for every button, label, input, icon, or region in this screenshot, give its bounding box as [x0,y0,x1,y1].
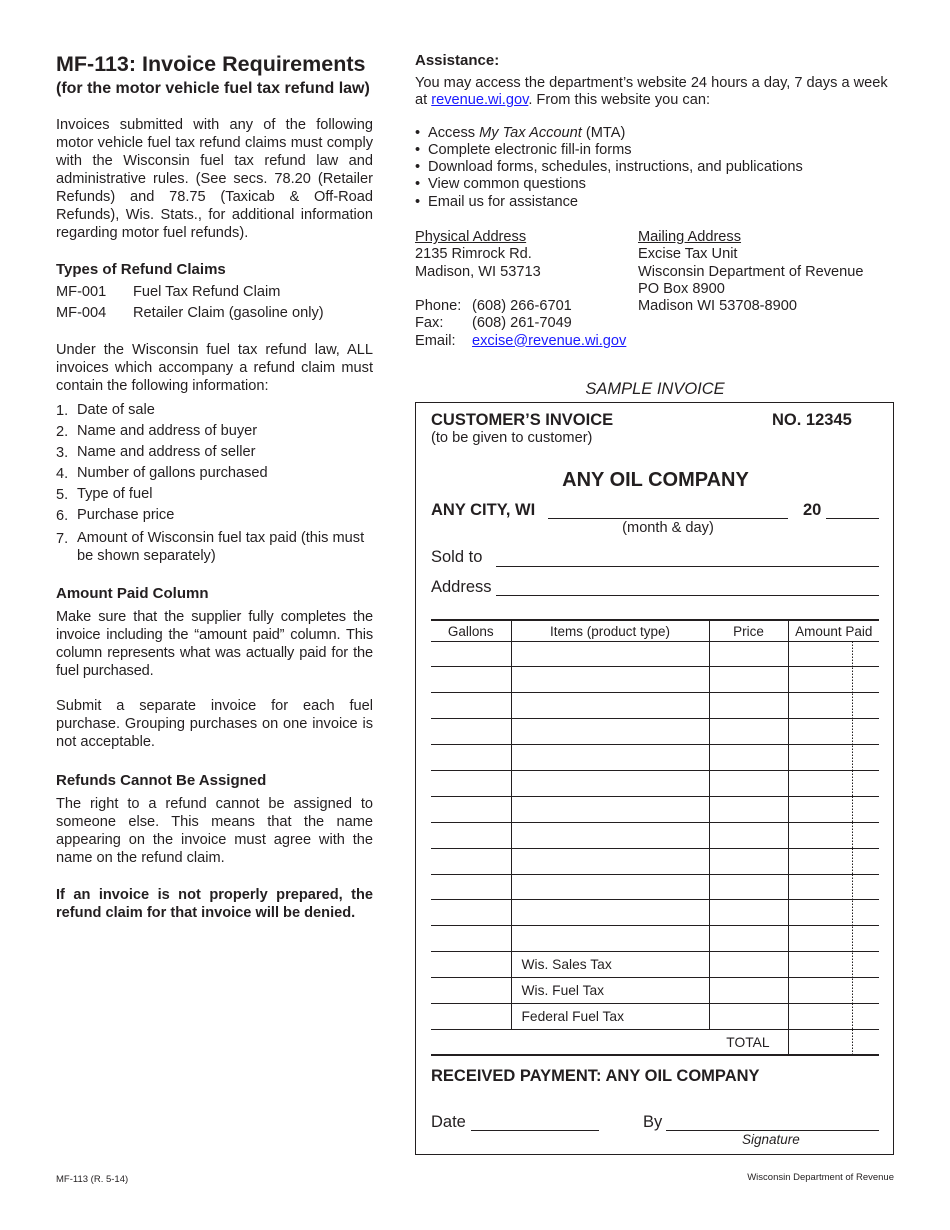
bullet-text: Complete electronic fill-in forms [428,141,632,158]
month-day-caption: (month & day) [622,520,714,536]
item-text: Type of fuel [77,486,153,502]
invoice-subheading: (to be given to customer) [431,430,593,446]
website-features-list [415,125,895,211]
city-label: ANY CITY, WI [431,501,536,519]
invoice-number: NO. 12345 [772,411,852,429]
claim-code: MF-001 [56,284,107,300]
table-row [431,900,879,926]
column-header: Items (product type) [511,620,709,641]
item-number: 3. [56,445,69,461]
table-row [431,719,879,745]
item-number: 1. [56,403,69,419]
bullet-icon: • [415,141,421,158]
fax-row [415,315,635,332]
list-item [56,443,373,464]
assistance-text: You may access the department’s website 24 hours a day, 7 days a week at [415,75,888,109]
assistance-heading: Assistance: [415,52,500,69]
received-payment-label: RECEIVED PAYMENT: ANY OIL COMPANY [431,1067,760,1085]
list-item [415,142,895,159]
list-item [56,485,373,506]
bullet-text: Email us for assistance [428,193,579,210]
invoice-items-table [431,619,879,1056]
table-row [431,822,879,848]
email-label: Email: [415,332,456,349]
claims-list [56,282,373,324]
total-label: TOTAL [431,1029,788,1055]
list-item [56,401,373,422]
address-block [415,229,895,349]
bullet-icon: • [415,124,421,141]
signature-line [666,1130,879,1131]
claim-row [56,303,373,324]
fax-value: (608) 261-7049 [472,315,572,332]
table-row [431,796,879,822]
address-line: 2135 Rimrock Rd. [415,246,532,263]
separate-invoice-paragraph: Submit a separate invoice for each fuel purchase. Grouping purchases on one invoice is not acceptable. [56,698,373,750]
page-title: MF-113: Invoice Requirements [56,52,366,76]
address-line: PO Box 8900 [638,280,725,297]
address-line: Madison, WI 53713 [415,263,541,280]
sold-to-line [496,566,879,567]
item-number: 6. [56,508,69,524]
address-line-blank [496,595,879,596]
date-label: Date [431,1113,466,1131]
list-item [415,194,895,211]
phone-label: Phone: [415,297,462,314]
assign-paragraph: The right to a refund cannot be assigned to someone else. This means that the name appearing on the invoice must agree with the name on the refund claim. [56,796,373,866]
address-label: Address [431,578,492,596]
address-line: Wisconsin Department of Revenue [638,263,864,280]
item-number: 4. [56,466,69,482]
claim-row [56,282,373,303]
table-row [431,745,879,771]
date-blank-line [548,518,788,519]
form-identifier: MF-113 (R. 5-14) [56,1174,129,1185]
sold-to-label: Sold to [431,548,483,566]
invoice-heading: CUSTOMER’S INVOICE [431,411,614,429]
agency-name: Wisconsin Department of Revenue [747,1172,894,1183]
table-row [431,926,879,952]
item-text: Amount of Wisconsin fuel tax paid (this must be shown separately) [77,530,365,564]
types-heading: Types of Refund Claims [56,261,226,278]
address-line: Excise Tax Unit [638,246,738,263]
table-row [431,693,879,719]
table-row [431,874,879,900]
list-item [56,422,373,443]
list-item [415,125,895,142]
item-number: 2. [56,424,69,440]
year-blank-line [826,518,879,519]
federal-tax-row [431,1003,879,1029]
table-header-row [431,620,879,641]
claim-desc: Retailer Claim (gasoline only) [133,305,324,321]
item-number: 7. [56,531,69,547]
website-link[interactable]: revenue.wi.gov [431,92,529,109]
fuel-tax-row [431,978,879,1004]
claim-desc: Fuel Tax Refund Claim [133,284,281,300]
email-link[interactable]: excise@revenue.wi.gov [472,332,627,349]
table-row [431,848,879,874]
list-item [56,529,373,565]
column-header: Gallons [431,620,511,641]
list-item [415,176,895,193]
bullet-emphasis: My Tax Account [479,124,582,141]
tax-label: Wis. Fuel Tax [511,978,709,1004]
company-name: ANY OIL COMPANY [562,469,749,491]
intro-paragraph: Invoices submitted with any of the following motor vehicle fuel tax refund claims must comply with the Wisconsin fuel tax refund law and administrative rules. (See secs. 78.20 (Retailer Refunds) and 78.75 (Taxicab & Off-Road Refunds), Wis. Stats., for additional information regarding motor fuel refunds). [56,117,373,241]
physical-address [415,229,635,350]
year-prefix: 20 [803,501,822,519]
sample-invoice-title: SAMPLE INVOICE [585,380,725,398]
left-column [56,50,373,922]
table-row [431,667,879,693]
claim-code: MF-004 [56,305,107,321]
item-text: Date of sale [77,402,155,418]
bullet-text: Download forms, schedules, instructions, and publications [428,159,803,176]
mailing-address-heading: Mailing Address [638,229,742,246]
sales-tax-row [431,952,879,978]
tax-label: Federal Fuel Tax [511,1003,709,1029]
physical-address-heading: Physical Address [415,229,527,246]
mailing-address [638,229,898,315]
item-text: Number of gallons purchased [77,465,268,481]
bullet-text: View common questions [428,176,586,193]
fax-label: Fax: [415,315,444,332]
bullet-icon: • [415,193,421,210]
amount-paragraph: Make sure that the supplier fully completes the invoice including the “amount paid” column. This column represents what was actually paid for the fuel purchased. [56,609,373,679]
item-text: Name and address of seller [77,444,256,460]
assistance-paragraph [415,75,895,110]
email-row [415,333,635,350]
signature-caption: Signature [742,1132,800,1147]
right-column [415,52,895,349]
address-line: Madison WI 53708-8900 [638,298,798,315]
phone-row [415,298,635,315]
tax-label: Wis. Sales Tax [511,952,709,978]
total-row [431,1029,879,1055]
amount-heading: Amount Paid Column [56,585,209,602]
sample-invoice [415,402,894,1155]
list-item [56,506,373,527]
assistance-text-end: . From this website you can: [528,92,710,109]
column-header: Amount Paid [788,620,879,641]
item-text: Name and address of buyer [77,423,258,439]
denial-warning: If an invoice is not properly prepared, the refund claim for that invoice will be denied. [56,887,373,921]
bullet-icon: • [415,159,421,176]
assign-heading: Refunds Cannot Be Assigned [56,772,267,789]
bullet-text: Access [428,124,480,141]
phone-value: (608) 266-6701 [472,297,572,314]
by-label: By [643,1113,663,1131]
table-row [431,641,879,667]
list-item [415,159,895,176]
required-info-list [56,401,373,565]
table-row [431,770,879,796]
bullet-text-end: (MTA) [581,124,626,141]
column-header: Price [709,620,788,641]
item-text: Purchase price [77,507,175,523]
bullet-icon: • [415,176,421,193]
law-paragraph: Under the Wisconsin fuel tax refund law, ALL invoices which accompany a refund claim must contain the following information: [56,342,373,394]
item-number: 5. [56,487,69,503]
page-subtitle: (for the motor vehicle fuel tax refund law) [56,80,370,97]
list-item [56,464,373,485]
date-line [471,1130,599,1131]
